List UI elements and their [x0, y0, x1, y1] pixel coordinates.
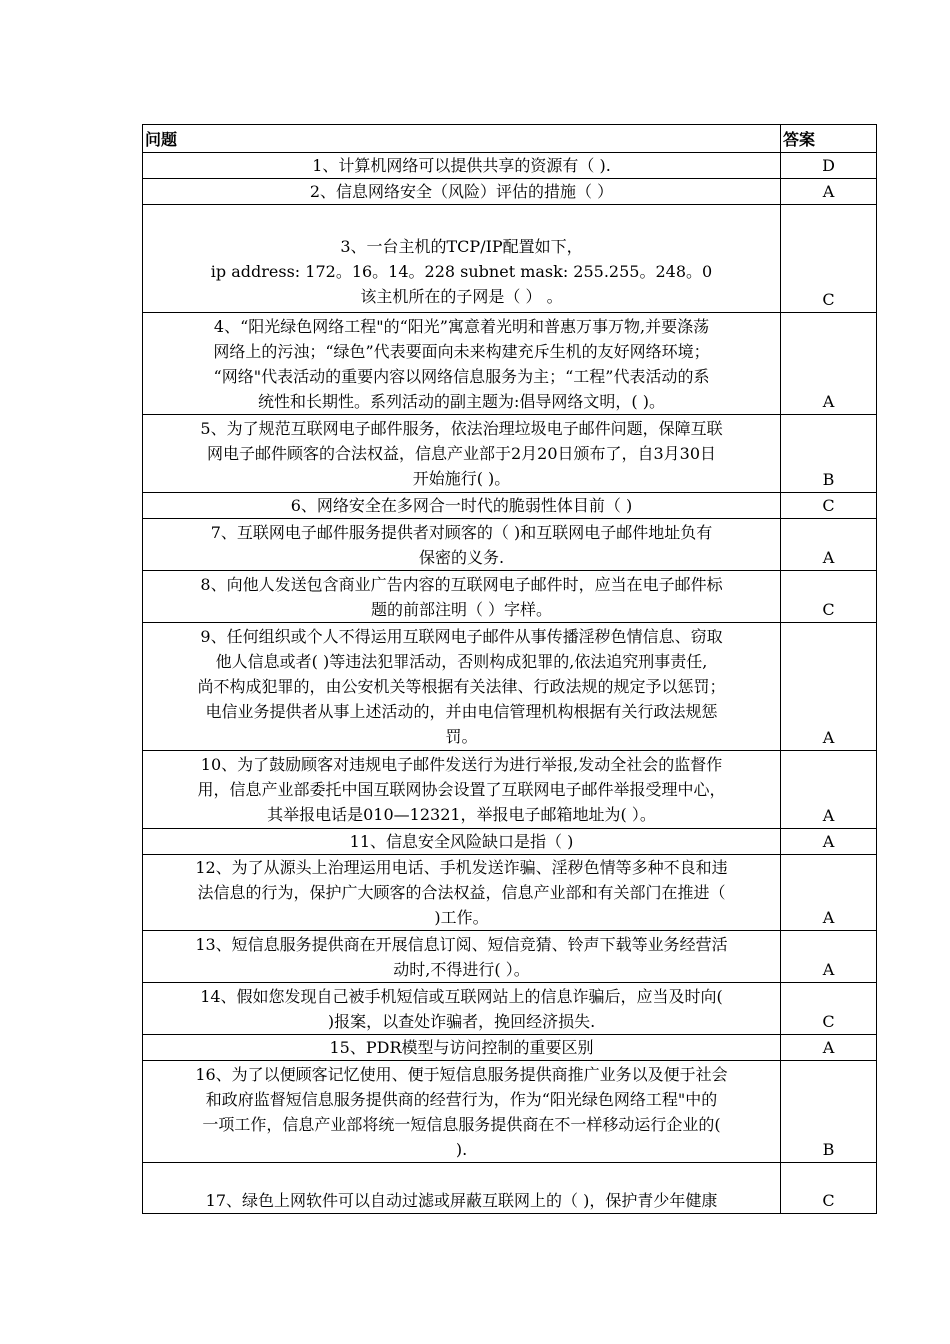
question-line: ). — [455, 1139, 468, 1159]
table-row — [143, 313, 877, 415]
question-line: 16、为了以便顾客记忆使用、便于短信息服务提供商推广业务以及便于社会 — [195, 1064, 728, 1084]
question-line: 10、为了鼓励顾客对违规电子邮件发送行为进行举报,发动全社会的监督作 — [200, 755, 723, 774]
question-line: ip address: 172。16。14。228 subnet mask: 255.255。248。0 — [210, 261, 713, 281]
question-line: 统性和长期性。系列活动的副主题为:倡导网络文明，( )。 — [258, 391, 665, 411]
question-cell — [143, 493, 781, 519]
question-line: 7、互联网电子邮件服务提供者对顾客的（ )和互联网电子邮件地址负有 — [210, 522, 713, 542]
question-cell — [143, 1163, 781, 1214]
header-question: 问题 — [143, 125, 781, 153]
table-row — [143, 983, 877, 1035]
question-cell — [143, 205, 781, 313]
answer-cell: D — [781, 153, 877, 179]
question-cell — [143, 855, 781, 931]
table-row — [143, 623, 877, 751]
table-row — [143, 1061, 877, 1163]
question-line: 网电子邮件顾客的合法权益，信息产业部于2月20日颁布了，自3月30日 — [206, 444, 717, 463]
question-line: 开始施行( )。 — [412, 469, 511, 488]
question-cell — [143, 931, 781, 983]
question-line: 5、为了规范互联网电子邮件服务，依法治理垃圾电子邮件问题，保障互联 — [200, 419, 723, 438]
question-line: 4、“阳光绿色网络工程"的“阳光”寓意着光明和普惠万事万物,并要涤荡 — [213, 316, 710, 336]
question-line: 15、PDR模型与访问控制的重要区别 — [329, 1038, 594, 1057]
question-cell — [143, 1035, 781, 1061]
question-line: “网络"代表活动的重要内容以网络信息服务为主；“工程”代表活动的系 — [213, 366, 710, 386]
answer-cell: A — [781, 931, 877, 983]
question-line: 17、绿色上网软件可以自动过滤或屏蔽互联网上的（ )，保护青少年健康 — [205, 1191, 718, 1210]
question-line: 9、任何组织或个人不得运用互联网电子邮件从事传播淫秽色情信息、窃取 — [200, 627, 723, 646]
question-line: 保密的义务. — [418, 547, 505, 567]
question-cell — [143, 519, 781, 571]
question-cell — [143, 623, 781, 751]
question-cell — [143, 1061, 781, 1163]
question-line: 他人信息或者( )等违法犯罪活动，否则构成犯罪的,依法追究刑事责任, — [215, 652, 708, 671]
answer-cell: C — [781, 205, 877, 313]
answer-cell: C — [781, 571, 877, 623]
question-line: 用，信息产业部委托中国互联网协会设置了互联网电子邮件举报受理中心， — [197, 780, 726, 799]
qa-table — [142, 124, 877, 1214]
table-row — [143, 855, 877, 931]
question-line: 网络上的污浊；“绿色”代表要面向未来构建充斥生机的友好网络环境； — [213, 341, 710, 361]
question-cell — [143, 153, 781, 179]
table-row — [143, 179, 877, 205]
question-line: 罚。 — [445, 727, 478, 746]
answer-cell: B — [781, 415, 877, 493]
question-line: 尚不构成犯罪的，由公安机关等根据有关法律、行政法规的规定予以惩罚； — [197, 677, 726, 696]
question-line: 题的前部注明（ ）字样。 — [370, 599, 553, 619]
qa-table-body — [143, 125, 877, 1214]
question-line — [145, 1163, 778, 1188]
question-cell — [143, 751, 781, 829]
question-line: 法信息的行为，保护广大顾客的合法权益，信息产业部和有关部门在推进（ — [197, 883, 726, 902]
answer-cell: A — [781, 855, 877, 931]
question-line: 其举报电话是010—12321，举报电子邮箱地址为( ）。 — [267, 805, 656, 824]
answer-cell: A — [781, 829, 877, 855]
question-line: 电信业务提供者从事上述活动的，并由电信管理机构根据有关行政法规惩 — [205, 702, 718, 721]
table-row — [143, 829, 877, 855]
question-line: 一项工作，信息产业部将统一短信息服务提供商在不一样移动运行企业的( — [202, 1114, 721, 1134]
question-line: )报案，以查处诈骗者，挽回经济损失. — [327, 1011, 596, 1031]
answer-cell: A — [781, 751, 877, 829]
table-row — [143, 519, 877, 571]
table-row — [143, 153, 877, 179]
answer-cell: C — [781, 493, 877, 519]
question-cell — [143, 415, 781, 493]
question-line: 13、短信息服务提供商在开展信息订阅、短信竞猜、铃声下载等业务经营活 — [195, 934, 728, 954]
question-cell — [143, 571, 781, 623]
question-line: 11、信息安全风险缺口是指（ ) — [349, 832, 574, 851]
table-row — [143, 931, 877, 983]
question-line: 3、一台主机的TCP/IP配置如下， — [340, 236, 583, 256]
question-cell — [143, 983, 781, 1035]
question-line: 1、计算机网络可以提供共享的资源有（ ). — [312, 156, 611, 175]
table-row — [143, 1163, 877, 1214]
question-line: 和政府监督短信息服务提供商的经营行为，作为“阳光绿色网络工程"中的 — [205, 1089, 718, 1109]
answer-cell: C — [781, 983, 877, 1035]
question-line: 2、信息网络安全（风险）评估的措施（ ） — [309, 182, 614, 201]
answer-cell: A — [781, 1035, 877, 1061]
table-row — [143, 415, 877, 493]
question-cell — [143, 179, 781, 205]
question-line: 动时,不得进行( ）。 — [393, 959, 530, 979]
table-row — [143, 1035, 877, 1061]
header-answer: 答案 — [781, 125, 877, 153]
question-line: 8、向他人发送包含商业广告内容的互联网电子邮件时，应当在电子邮件标 — [200, 574, 723, 594]
answer-cell: A — [781, 519, 877, 571]
question-line: )工作。 — [434, 908, 489, 927]
answer-cell: A — [781, 179, 877, 205]
table-row — [143, 493, 877, 519]
header-row — [143, 125, 877, 153]
question-cell — [143, 313, 781, 415]
table-row — [143, 751, 877, 829]
question-line: 该主机所在的子网是（ ） 。 — [360, 286, 563, 306]
table-row — [143, 571, 877, 623]
question-line: 12、为了从源头上治理运用电话、手机发送诈骗、淫秽色情等多种不良和违 — [195, 858, 728, 877]
question-line: 6、网络安全在多网合一时代的脆弱性体目前（ ) — [290, 496, 633, 515]
answer-cell: C — [781, 1163, 877, 1214]
answer-cell: B — [781, 1061, 877, 1163]
answer-cell: A — [781, 313, 877, 415]
question-line — [145, 209, 778, 234]
question-line: 14、假如您发现自己被手机短信或互联网站上的信息诈骗后，应当及时向( — [200, 986, 723, 1006]
answer-cell: A — [781, 623, 877, 751]
table-row — [143, 205, 877, 313]
question-cell — [143, 829, 781, 855]
